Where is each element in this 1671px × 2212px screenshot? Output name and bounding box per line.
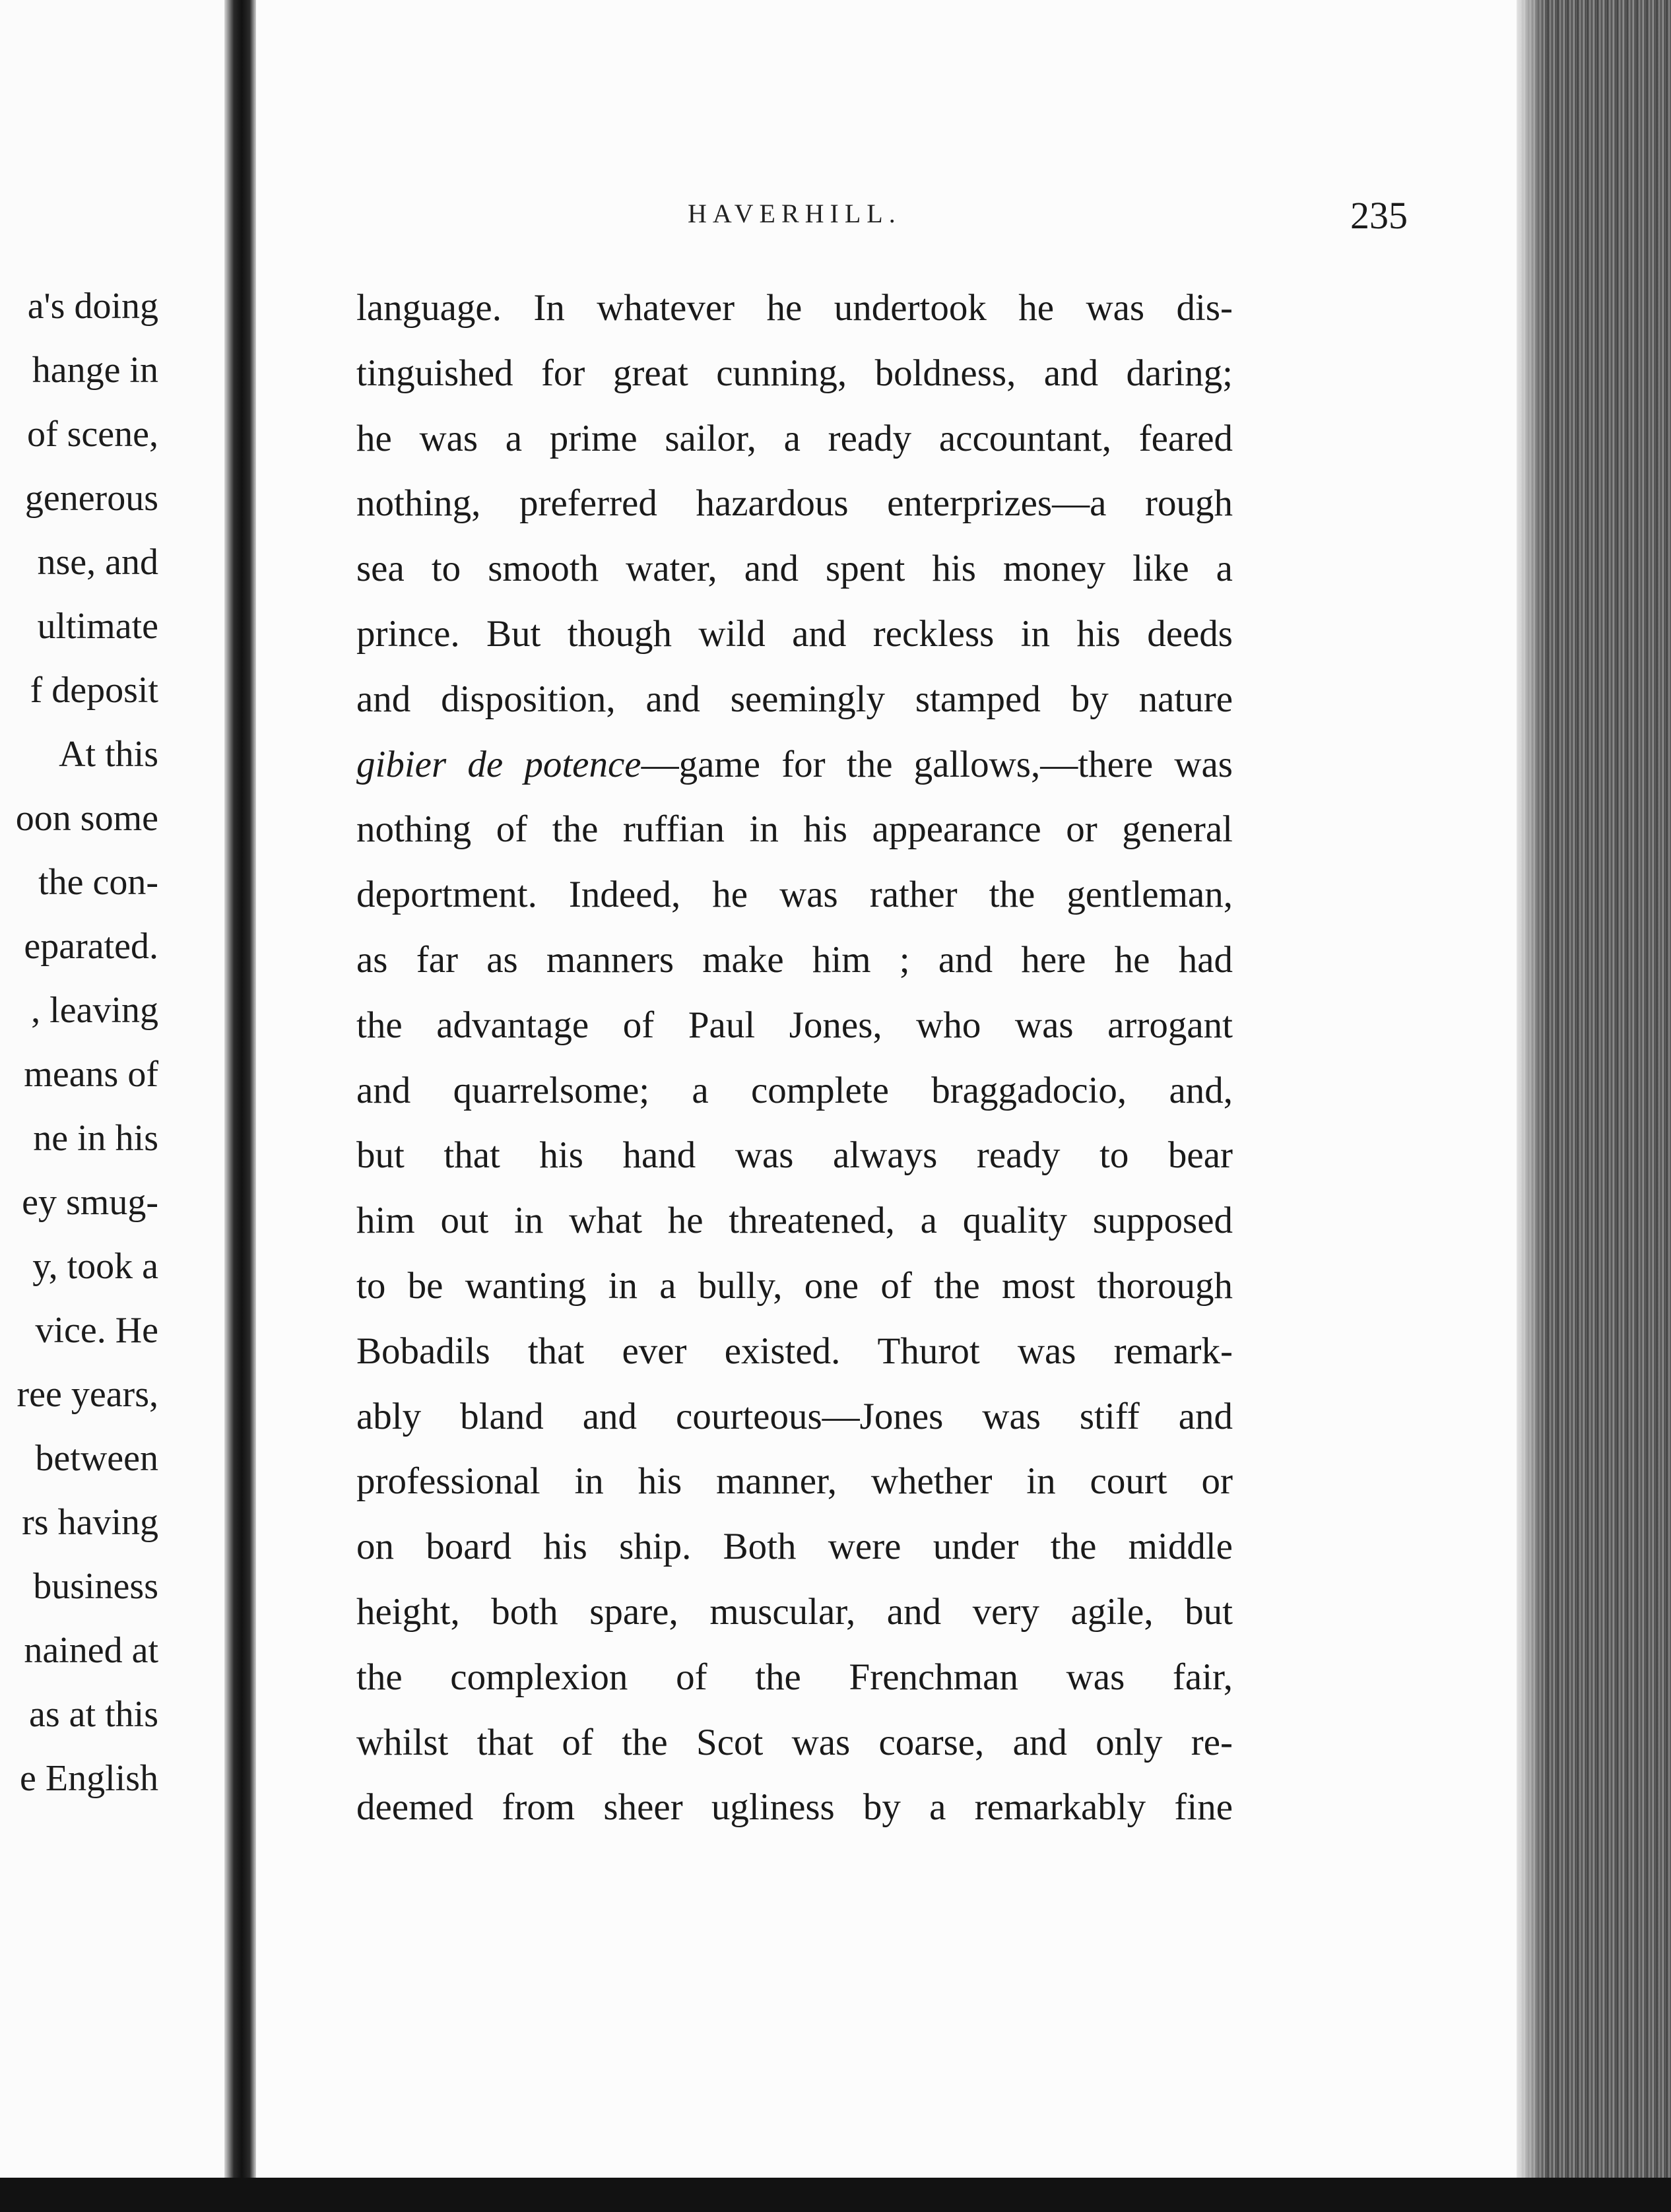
text-line: ably bland and courteous—Jones was stiff and (356, 1395, 1233, 1437)
facing-page-line: means of (24, 1054, 158, 1095)
facing-page-line: f deposit (30, 670, 158, 711)
facing-page-line: nained at (24, 1630, 158, 1671)
facing-page-line: the con- (38, 862, 158, 903)
page-number: 235 (1350, 194, 1408, 237)
facing-page-line: eparated. (24, 926, 158, 967)
text-line: he was a prime sailor, a ready accountant, feared (356, 417, 1233, 459)
italic-phrase: gibier de potence (356, 743, 641, 785)
facing-page-line: ultimate (37, 606, 158, 647)
text-line: and disposition, and seemingly stamped by nature (356, 678, 1233, 720)
facing-page-line: ree years, (16, 1374, 158, 1415)
book-page (256, 0, 1517, 2178)
facing-page-fragment (0, 0, 228, 2178)
text-line: language. In whatever he undertook he was dis- (356, 287, 1233, 329)
page-edge-shadow (1517, 0, 1543, 2212)
text-line: deportment. Indeed, he was rather the gentleman, (356, 874, 1233, 916)
text-line-rest: —game for the gallows,—there was (641, 743, 1233, 785)
text-line: nothing, preferred hazardous enterprizes—a rough (356, 482, 1233, 525)
facing-page-line: ne in his (33, 1118, 158, 1159)
text-line: whilst that of the Scot was coarse, and only re- (356, 1721, 1233, 1763)
text-line: on board his ship. Both were under the middle (356, 1526, 1233, 1568)
facing-page-line: rs having (22, 1502, 158, 1543)
facing-page-line: generous (24, 478, 158, 519)
text-line: Bobadils that ever existed. Thurot was remark- (356, 1330, 1233, 1372)
facing-page-line: as at this (29, 1694, 158, 1735)
text-line: deemed from sheer ugliness by a remarkably fine (356, 1786, 1233, 1829)
facing-page-line: oon some (15, 798, 158, 839)
text-line: to be wanting in a bully, one of the most thorough (356, 1264, 1233, 1307)
body-text (356, 276, 1233, 1840)
text-line: but that his hand was always ready to bear (356, 1134, 1233, 1177)
facing-page-line: e English (20, 1758, 158, 1799)
text-line: nothing of the ruffian in his appearance or general (356, 808, 1233, 851)
facing-page-line: hange in (32, 350, 158, 391)
facing-page-line: At this (59, 734, 158, 775)
text-line: tinguished for great cunning, boldness, and daring; (356, 352, 1233, 394)
facing-page-line: y, took a (32, 1246, 158, 1287)
text-line: height, both spare, muscular, and very agile, but (356, 1590, 1233, 1633)
facing-page-line: ey smug- (22, 1182, 158, 1223)
text-line: prince. But though wild and reckless in his deeds (356, 612, 1233, 655)
facing-page-line: of scene, (26, 414, 158, 455)
facing-page-line: vice. He (35, 1310, 158, 1351)
text-line: the complexion of the Frenchman was fair, (356, 1656, 1233, 1698)
facing-page-line: between (35, 1438, 158, 1479)
text-line: as far as manners make him ; and here he had (356, 938, 1233, 981)
scan-bottom-border (0, 2178, 1671, 2212)
text-line: the advantage of Paul Jones, who was arrogant (356, 1004, 1233, 1046)
text-line-with-italic (356, 732, 1233, 798)
text-line: sea to smooth water, and spent his money like a (356, 548, 1233, 590)
facing-page-line: business (33, 1566, 158, 1607)
text-line: professional in his manner, whether in court or (356, 1460, 1233, 1503)
text-line: him out in what he threatened, a quality supposed (356, 1200, 1233, 1242)
facing-page-line: , leaving (31, 990, 158, 1031)
facing-page-line: a's doing (27, 286, 158, 327)
text-line: and quarrelsome; a complete braggadocio, and, (356, 1069, 1233, 1111)
running-head: HAVERHILL. (688, 199, 901, 228)
book-gutter (224, 0, 256, 2212)
facing-page-line: nse, and (37, 542, 158, 583)
